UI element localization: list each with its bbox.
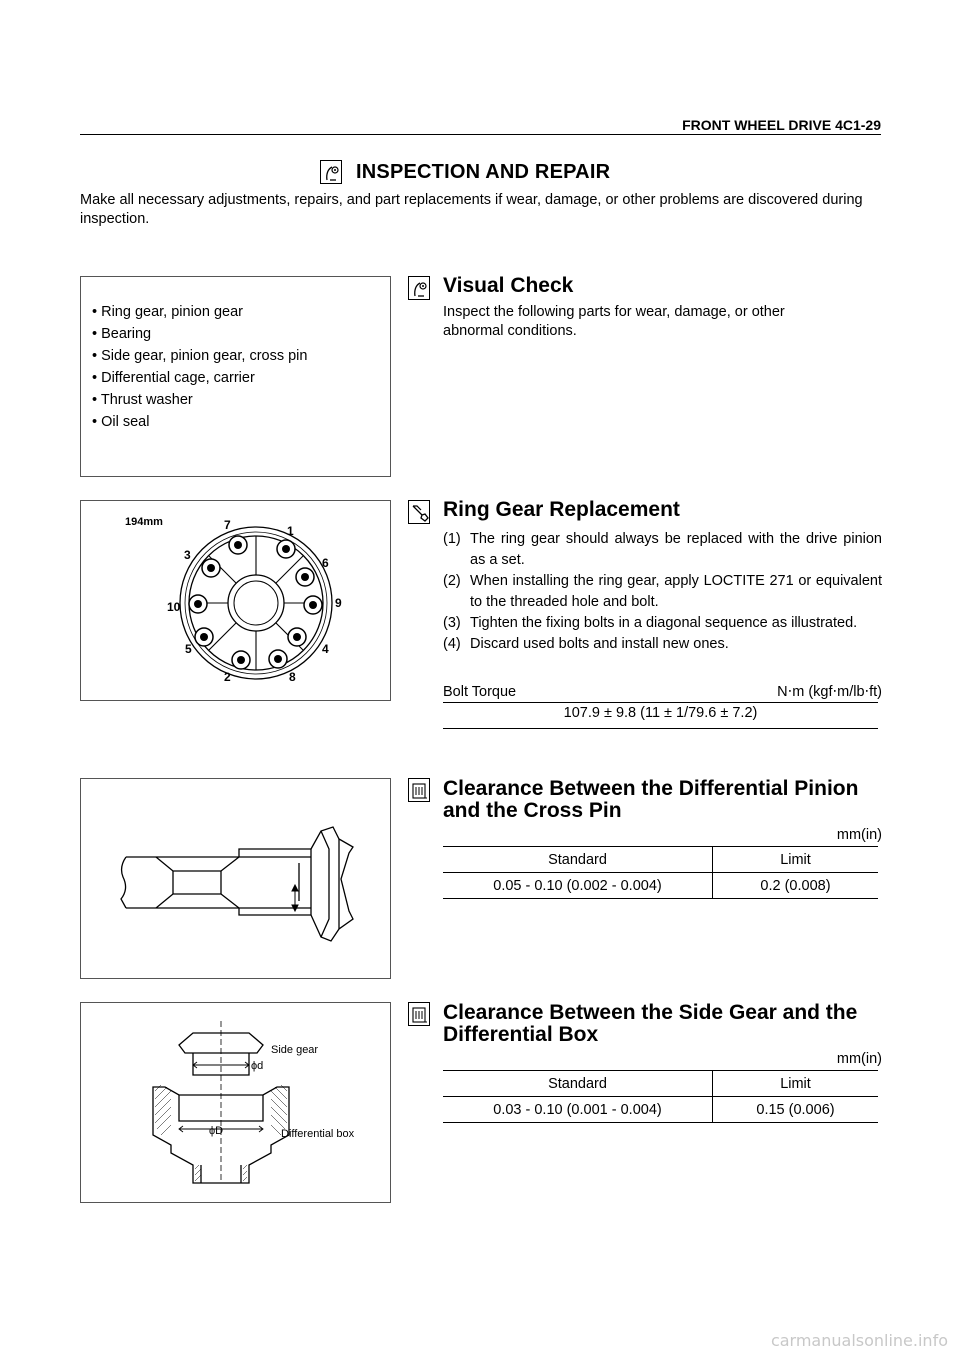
visual-check-list (92, 301, 307, 433)
side-clearance-unit: mm(in) (836, 1051, 882, 1067)
watermark: carmanualsonline.info (770, 1331, 948, 1350)
table-cell: 0.03 - 0.10 (0.001 - 0.004) (443, 1097, 713, 1123)
table-header-cell: Standard (443, 1071, 713, 1097)
torque-unit: N⋅m (kgf⋅m/lb⋅ft) (777, 684, 882, 700)
list-item: (4) Discard used bolts and install new ones. (443, 636, 729, 652)
table-row (443, 847, 878, 873)
torque-header-row (443, 684, 882, 700)
small-d-label: ϕd (251, 1060, 264, 1072)
list-item: • Side gear, pinion gear, cross pin (92, 348, 308, 364)
table-row (443, 873, 878, 899)
ring-gear-diagram (81, 501, 390, 700)
torque-rule-top (443, 702, 878, 703)
cross-pin-diagram (81, 779, 390, 978)
gauge-icon (408, 1002, 430, 1026)
ring-gear-title: Ring Gear Replacement (443, 498, 680, 521)
bolt-label: 2 (224, 670, 231, 684)
list-item: • Differential cage, carrier (92, 370, 255, 386)
side-clearance-table (443, 1070, 878, 1123)
table-row (443, 1097, 878, 1123)
torque-label: Bolt Torque (443, 684, 517, 700)
list-item: • Thrust washer (92, 392, 193, 408)
pinion-clearance-icon-wrap (408, 778, 430, 807)
inspect-eye-icon (320, 160, 342, 184)
torque-value: 107.9 ± 9.8 (11 ± 1/79.6 ± 7.2) (563, 705, 758, 721)
table-row (443, 1071, 878, 1097)
bolt-label: 5 (185, 642, 192, 656)
page-title: INSPECTION AND REPAIR (356, 160, 611, 183)
visual-check-text: Inspect the following parts for wear, damage, or other abnormal conditions. (443, 304, 785, 339)
section-heading (320, 158, 610, 186)
side-clearance-figure (80, 1002, 391, 1203)
table-header-cell: Standard (443, 847, 713, 873)
bolt-label: 1 (287, 524, 294, 538)
visual-check-icon-wrap (408, 276, 430, 305)
bolt-label: 3 (184, 548, 191, 562)
side-gear-label: Side gear (271, 1044, 319, 1056)
visual-check-title: Visual Check (443, 274, 574, 297)
bolt-label: 6 (322, 556, 329, 570)
pinion-clearance-table (443, 846, 878, 899)
list-item: • Bearing (92, 326, 152, 342)
torque-rule-bottom (443, 728, 878, 729)
list-item: • Oil seal (92, 414, 150, 430)
inspect-eye-icon (408, 276, 430, 300)
list-item: (3) Tighten the fixing bolts in a diagonal sequence as illustrated. (443, 615, 858, 631)
table-header-cell: Limit (780, 851, 811, 868)
intro-text: Make all necessary adjustments, repairs, and part replacements if wear, damage, or other problems are discovered during inspection. (80, 192, 863, 227)
table-cell: 0.2 (0.008) (760, 877, 831, 894)
bolt-label: 7 (224, 518, 231, 532)
ring-gear-icon-wrap (408, 500, 430, 529)
list-item: (1) The ring gear should always be replaced with the drive pinion as a set. (443, 531, 882, 568)
box-label: Differential box (281, 1128, 355, 1140)
side-clearance-table-wrap (443, 1070, 878, 1123)
side-clearance-icon-wrap (408, 1002, 430, 1031)
list-item: (2) When installing the ring gear, apply LOCTITE 271 or equivalent to the threaded hole and bolt. (443, 573, 882, 610)
list-item: • Ring gear, pinion gear (92, 304, 243, 320)
table-cell: 0.15 (0.006) (756, 1101, 835, 1118)
ring-gear-steps (443, 529, 882, 655)
side-gear-diagram (81, 1003, 390, 1202)
pinion-clearance-title: Clearance Between the Differential Pinion and the Cross Pin (443, 777, 859, 822)
table-header-cell: Limit (780, 1075, 811, 1092)
gauge-icon (408, 778, 430, 802)
ring-gear-figure (80, 500, 391, 701)
visual-check-list-box (80, 276, 391, 477)
pinion-clearance-figure (80, 778, 391, 979)
page-header: FRONT WHEEL DRIVE 4C1-29 (682, 117, 881, 133)
table-cell: 0.05 - 0.10 (0.002 - 0.004) (443, 873, 713, 899)
pinion-clearance-unit: mm(in) (836, 827, 882, 843)
big-d-label: ϕD (209, 1125, 224, 1137)
wrench-icon (408, 500, 430, 524)
bolt-label: 9 (335, 596, 342, 610)
bolt-label: 4 (322, 642, 329, 656)
size-label: 194mm (125, 516, 163, 528)
bolt-label: 8 (289, 670, 296, 684)
header-rule (80, 134, 881, 135)
bolt-label: 10 (167, 600, 181, 614)
side-clearance-title: Clearance Between the Side Gear and the Differential Box (443, 1001, 858, 1046)
pinion-clearance-table-wrap (443, 846, 878, 899)
